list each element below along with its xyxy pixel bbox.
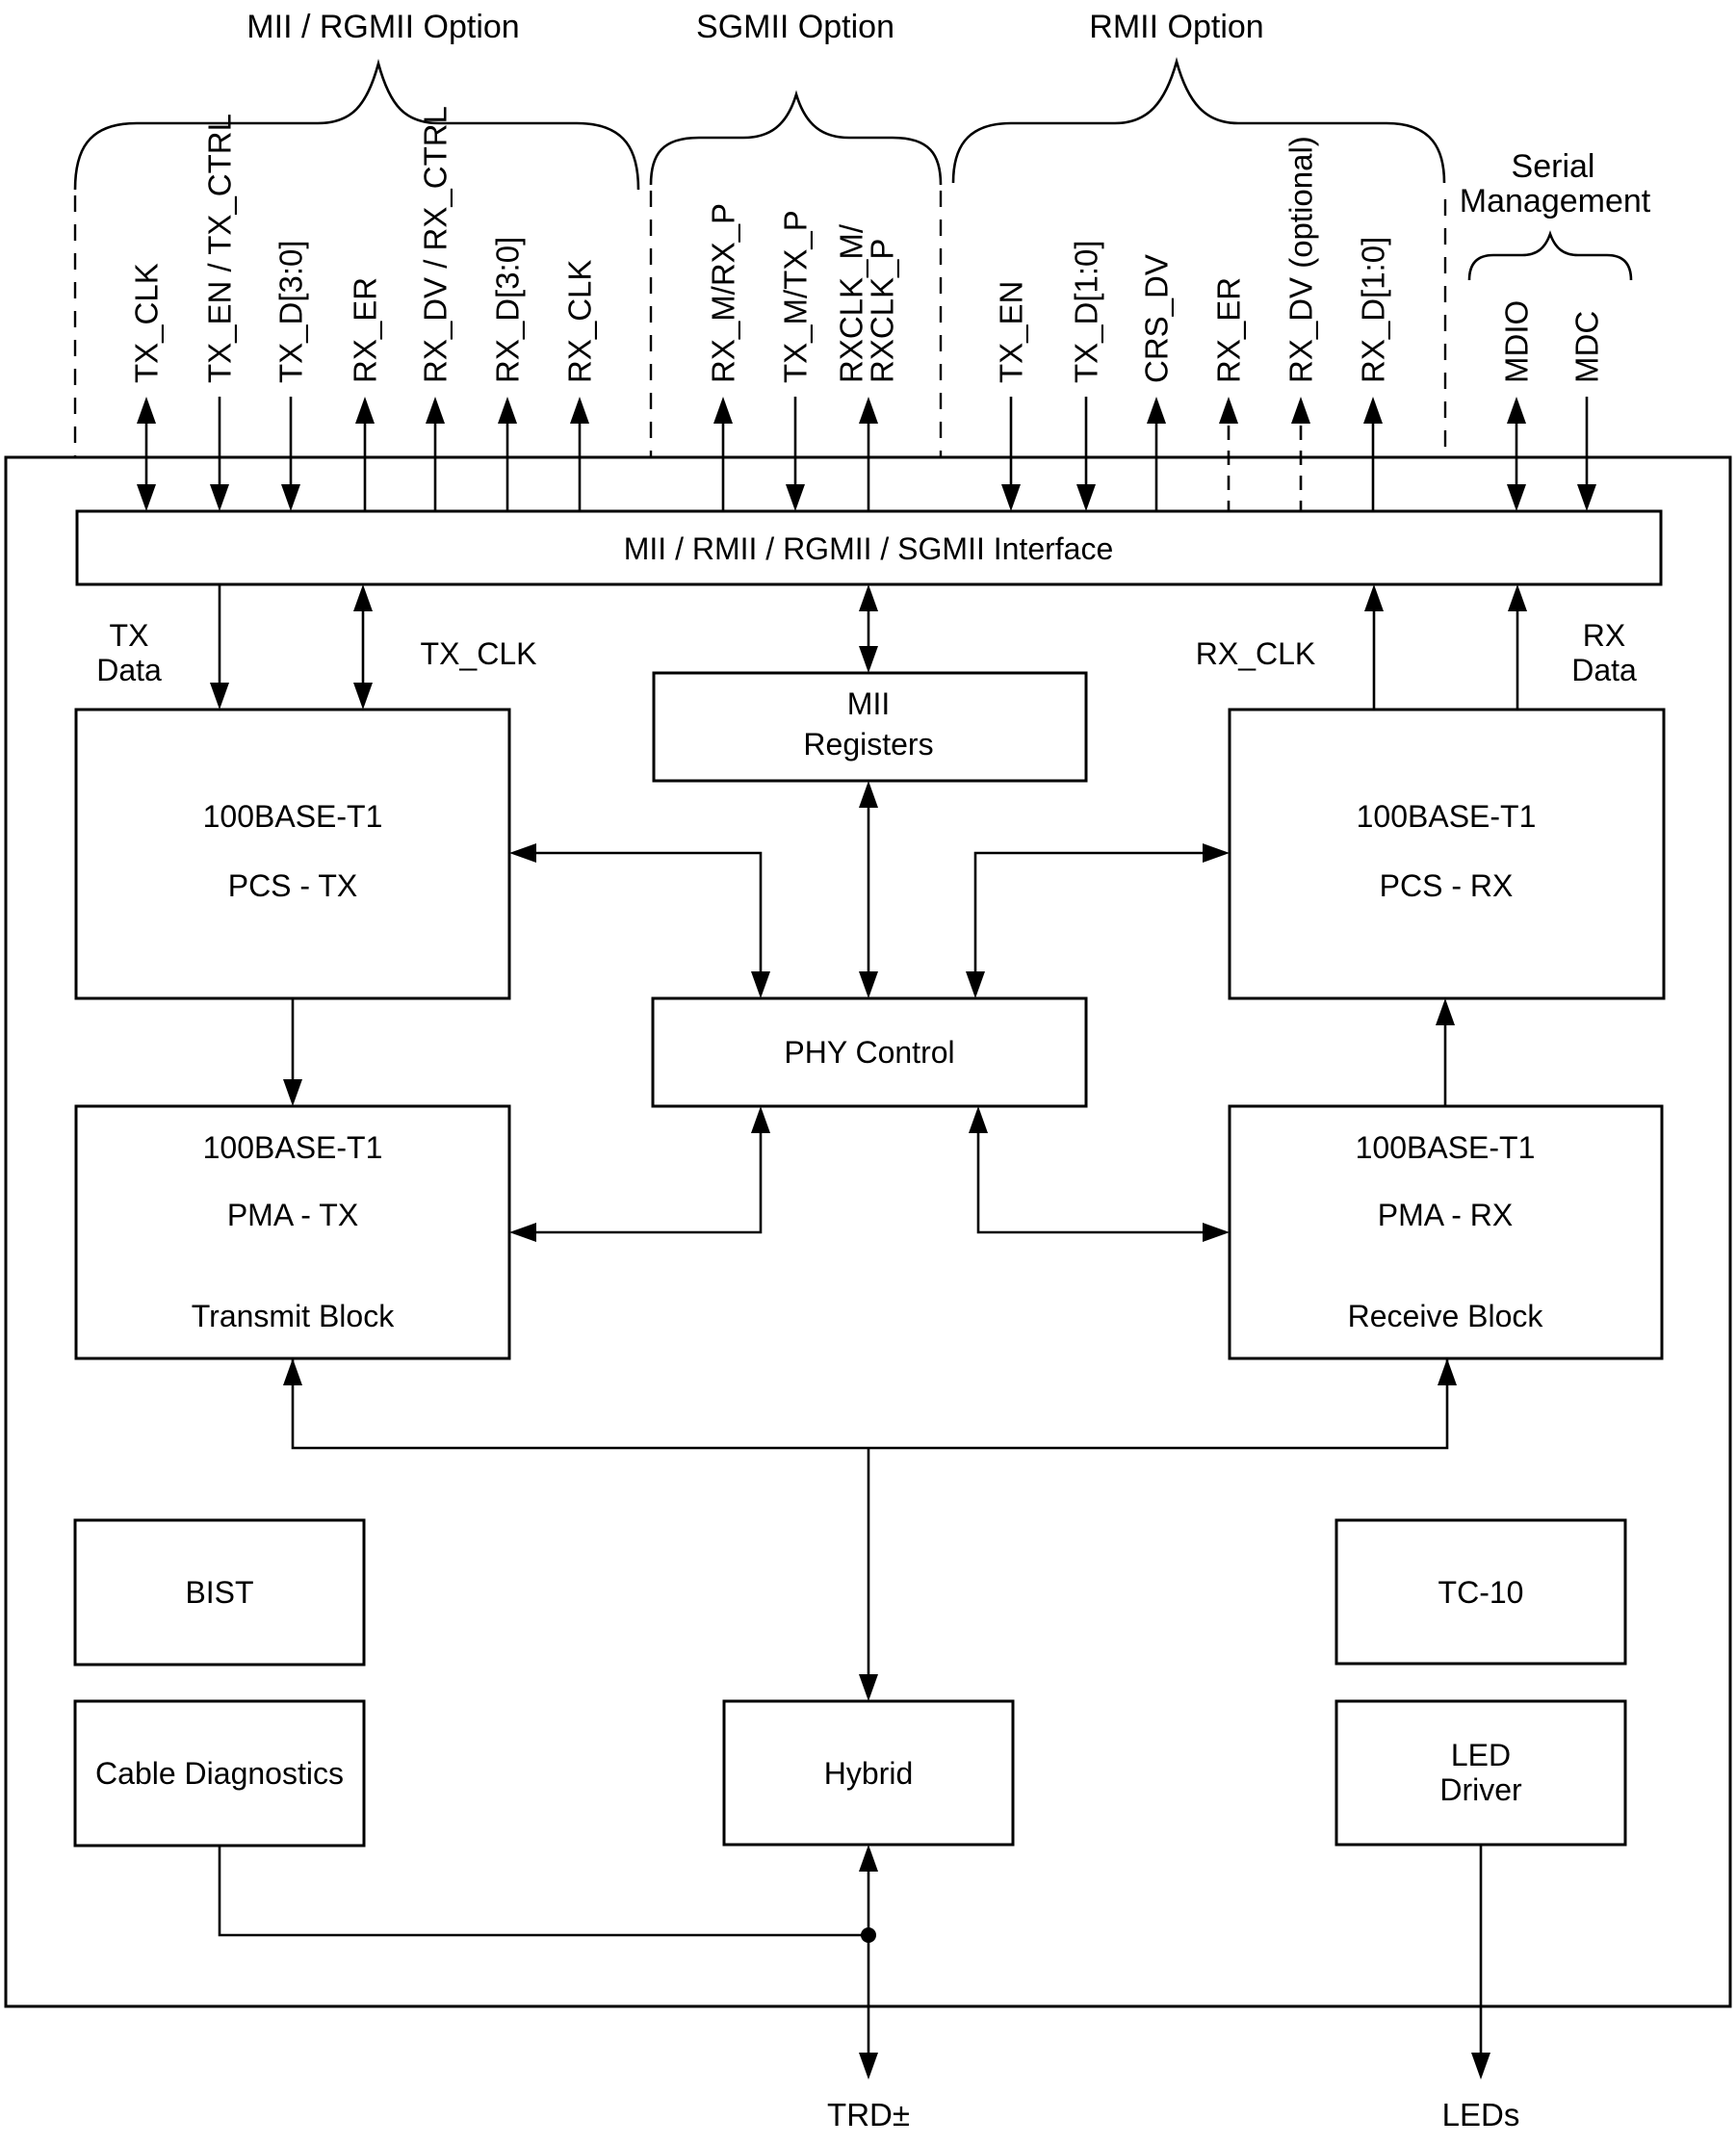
signal-label-tx-en-tx-ctrl: TX_EN / TX_CTRL xyxy=(201,114,238,383)
brace-sgmii xyxy=(651,94,941,185)
signal-label-rxclk-m: RXCLK_M/ xyxy=(833,223,869,383)
signal-label-tx-d30: TX_D[3:0] xyxy=(272,240,309,383)
signal-label-rx-d30: RX_D[3:0] xyxy=(489,236,526,383)
block-tc10-label: TC-10 xyxy=(1438,1575,1524,1610)
block-pcs-rx-label-2: PCS - RX xyxy=(1379,868,1514,903)
arrowhead-up-icon xyxy=(426,397,445,424)
block-hybrid-label: Hybrid xyxy=(823,1756,914,1791)
signal-label-rx-dv-optional: RX_DV (optional) xyxy=(1283,136,1319,383)
block-phy-control-label: PHY Control xyxy=(784,1035,955,1070)
block-pma-tx-label-2: PMA - TX xyxy=(226,1198,359,1232)
block-pma-tx-label-1: 100BASE-T1 xyxy=(202,1130,383,1165)
group-title-sgmii: SGMII Option xyxy=(696,9,894,45)
brace-rmii xyxy=(953,62,1444,183)
signal-label-rmii-tx-en: TX_EN xyxy=(993,280,1029,383)
block-pcs-tx-label-1: 100BASE-T1 xyxy=(202,799,383,834)
signal-label-tx-clk: TX_CLK xyxy=(128,263,165,383)
signal-label-rmii-rx-d10: RX_D[1:0] xyxy=(1355,236,1391,383)
rx-data-label-2: Data xyxy=(1571,653,1637,687)
block-bist-label: BIST xyxy=(185,1575,254,1610)
group-title-rmii: RMII Option xyxy=(1089,9,1264,45)
arrowhead-up-icon xyxy=(1507,397,1526,424)
block-pma-rx-label-1: 100BASE-T1 xyxy=(1355,1130,1536,1165)
block-led-driver-label-2: Driver xyxy=(1439,1772,1522,1807)
arrowhead-up-icon xyxy=(355,397,375,424)
arrowhead-up-icon xyxy=(1291,397,1310,424)
signal-label-rx-er: RX_ER xyxy=(347,276,383,383)
block-pcs-tx xyxy=(76,710,509,998)
group-title-mii-rgmii: MII / RGMII Option xyxy=(246,9,520,45)
arrowhead-down-icon xyxy=(859,2053,878,2080)
block-pcs-tx-label-2: PCS - TX xyxy=(227,868,358,903)
arrowhead-up-icon xyxy=(498,397,517,424)
signal-label-crs-dv: CRS_DV xyxy=(1138,254,1175,383)
block-pma-tx-label-3: Transmit Block xyxy=(191,1299,395,1333)
signal-label-mdio: MDIO xyxy=(1498,299,1535,383)
arrowhead-up-icon xyxy=(137,397,156,424)
block-pma-rx-label-3: Receive Block xyxy=(1347,1299,1543,1333)
rx-clk-bus-label: RX_CLK xyxy=(1195,636,1316,671)
arrowhead-up-icon xyxy=(859,397,878,424)
brace-serial-management xyxy=(1469,234,1631,280)
tx-clk-bus-label: TX_CLK xyxy=(420,636,537,671)
brace-mii-rgmii xyxy=(75,64,638,190)
signal-label-rmii-tx-d10: TX_D[1:0] xyxy=(1068,240,1104,383)
signal-label-rx-dv-rx-ctrl: RX_DV / RX_CTRL xyxy=(417,106,453,383)
signal-label-tx-m-tx-p: TX_M/TX_P xyxy=(777,210,814,383)
rx-data-label-1: RX xyxy=(1582,618,1626,653)
interface-bar-label: MII / RMII / RGMII / SGMII Interface xyxy=(623,531,1114,566)
group-title-serial-1: Serial xyxy=(1511,148,1595,185)
trd-label: TRD± xyxy=(827,2097,910,2132)
block-led-driver-label-1: LED xyxy=(1450,1738,1512,1772)
block-pcs-rx-label-1: 100BASE-T1 xyxy=(1356,799,1537,834)
signal-label-mdc: MDC xyxy=(1568,310,1605,383)
arrowhead-down-icon xyxy=(1471,2053,1490,2080)
signal-label-rx-clk: RX_CLK xyxy=(561,259,598,383)
arrowhead-up-icon xyxy=(570,397,589,424)
block-pcs-rx xyxy=(1230,710,1664,998)
arrowhead-up-icon xyxy=(713,397,733,424)
block-pma-rx-label-2: PMA - RX xyxy=(1377,1198,1514,1232)
tx-data-label-1: TX xyxy=(109,618,149,653)
signal-label-rxclk-p: RXCLK_P xyxy=(864,238,900,383)
block-mii-registers-label-1: MII xyxy=(846,686,891,721)
signal-label-rx-m-rx-p: RX_M/RX_P xyxy=(705,202,741,383)
arrowhead-up-icon xyxy=(1219,397,1238,424)
leds-label: LEDs xyxy=(1441,2097,1520,2132)
arrowhead-up-icon xyxy=(1147,397,1166,424)
block-mii-registers-label-2: Registers xyxy=(803,727,934,762)
signal-label-rmii-rx-er: RX_ER xyxy=(1210,276,1247,383)
arrowhead-up-icon xyxy=(1363,397,1383,424)
group-title-serial-2: Management xyxy=(1459,183,1651,220)
block-cable-diagnostics-label: Cable Diagnostics xyxy=(95,1756,344,1791)
tx-data-label-2: Data xyxy=(96,653,162,687)
